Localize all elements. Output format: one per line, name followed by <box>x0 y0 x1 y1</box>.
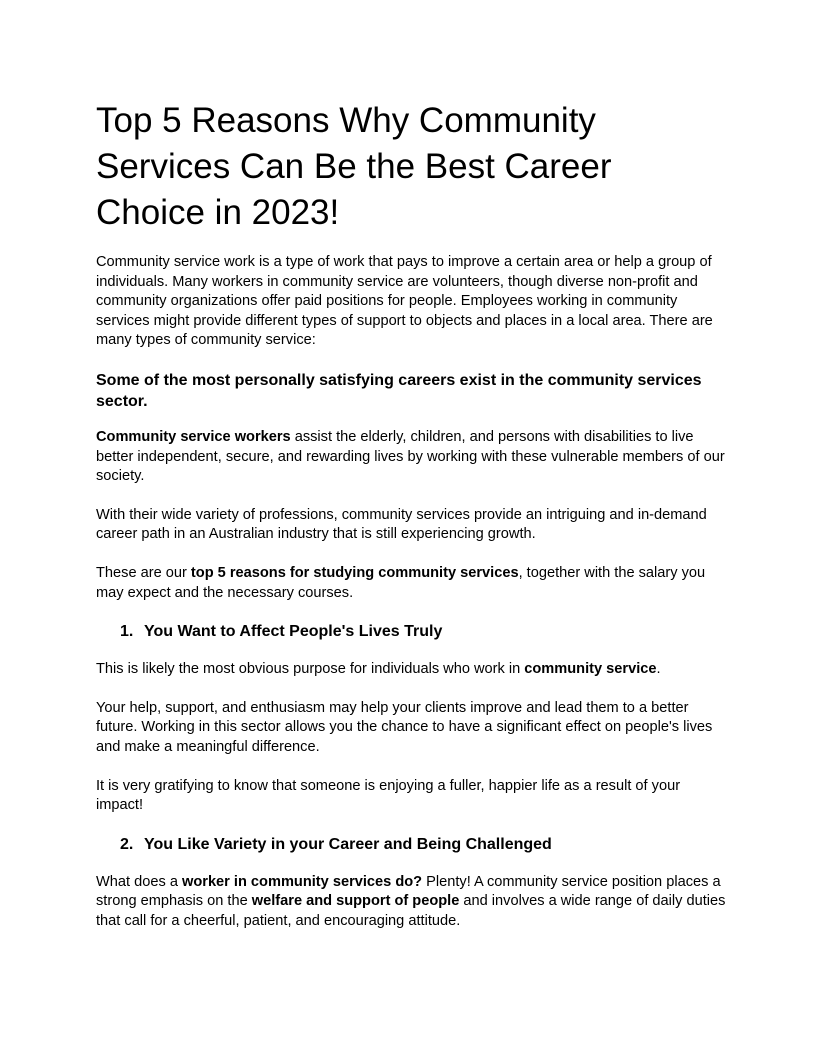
list-item-heading-2 <box>96 835 726 855</box>
paragraph-text: and involves a wide range of daily duties that call for a cheerful, patient, and encouraging attitude. <box>96 893 726 929</box>
paragraph-workers <box>96 428 726 487</box>
paragraph-professions: With their wide variety of professions, community services provide an intriguing and in-demand career path in an Australian industry that is still experiencing growth. <box>96 506 707 543</box>
bold-phrase: top 5 reasons for studying community services <box>190 564 519 581</box>
paragraph-text: What does a <box>96 873 182 890</box>
bold-phrase: community service <box>524 661 657 678</box>
item1-paragraph-3: It is very gratifying to know that someone is enjoying a fuller, happier life as a result of your impact! <box>96 777 681 814</box>
list-heading-text: You Like Variety in your Career and Being Challenged <box>144 835 552 853</box>
bold-phrase: worker in community services do? <box>182 873 423 890</box>
paragraph-text: , together with the salary you may expect and the necessary courses. <box>96 564 706 601</box>
item1-paragraph-2: Your help, support, and enthusiasm may help your clients improve and lead them to a better future. Working in this sector allows you the chance to have a significant effect on people's lives and make a meaningful difference. <box>96 699 713 755</box>
bold-phrase: Community service workers <box>96 428 291 445</box>
intro-paragraph: Community service work is a type of work that pays to improve a certain area or help a group of individuals. Many workers in community service are volunteers, though diverse non-profit and community organizations offer paid positions for people. Employees working in community services might provide different types of support to objects and places in a local area. There are many types of community service: <box>96 254 713 349</box>
paragraph-text: assist the elderly, children, and persons with disabilities to live better independent, secure, and rewarding lives by working with these vulnerable members of our society. <box>96 428 725 485</box>
item1-paragraph-1 <box>96 660 726 680</box>
list-number: 1. <box>120 623 134 641</box>
paragraph-text: . <box>656 661 661 678</box>
item2-paragraph-1 <box>96 873 726 932</box>
paragraph-reasons <box>96 564 726 603</box>
list-number: 2. <box>120 835 134 853</box>
paragraph-text: This is likely the most obvious purpose for individuals who work in <box>96 661 525 678</box>
paragraph-text: These are our <box>96 564 191 581</box>
paragraph-text: Plenty! A community service position places a strong emphasis on the <box>96 873 721 910</box>
bold-phrase: welfare and support of people <box>251 893 460 910</box>
document-page <box>96 98 726 950</box>
page-title: Top 5 Reasons Why Community Services Can Be the Best Career Choice in 2023! <box>96 101 612 232</box>
list-heading-text: You Want to Affect People's Lives Truly <box>144 623 443 641</box>
section-subheading: Some of the most personally satisfying careers exist in the community services sector. <box>96 371 702 411</box>
list-item-heading-1 <box>96 622 726 642</box>
